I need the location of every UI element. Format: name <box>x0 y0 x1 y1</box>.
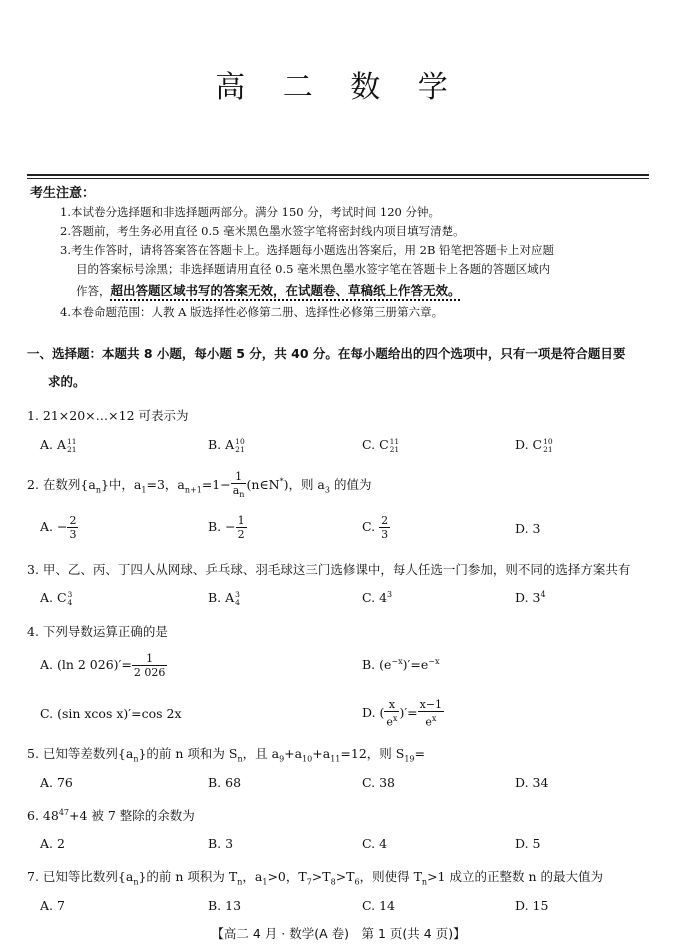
question-5-stem: 5. 已知等差数列$\{a_n\}$的前 n 项和为 $S_n$，且 $a_9+a_{10}+a_{11}=12$，则 $S_{19}=$ <box>27 746 425 764</box>
question-4-stem: 4. 下列导数运算正确的是 <box>27 624 168 639</box>
question-7-stem: 7. 已知等比数列$\{a_n\}$的前 n 项积为 $T_n$，$a_1>0$，$T_7>T_8>T_6$，则使得 $T_n>1$ 成立的正整数 n 的最大值为 <box>27 869 603 887</box>
question-4-option-a: A. (ln 2 026)′= $\frac{1}{2 026}$ <box>40 652 166 679</box>
header-rule-thin <box>27 178 649 179</box>
section-heading-line2: 求的。 <box>48 374 86 389</box>
question-5-option-c: C. 38 <box>362 775 395 790</box>
notice-item-3-cont: 目的答案标号涂黑；非选择题请用直径 0.5 毫米黑色墨水签字笔在答题卡上各题的答题区域内 <box>76 262 551 276</box>
question-1-option-b: B. A 10 21 <box>208 436 245 454</box>
question-7-option-d: D. 15 <box>515 898 549 913</box>
question-7-option-a: A. 7 <box>40 898 65 913</box>
question-6-option-d: D. 5 <box>515 836 541 851</box>
page-footer: 【高二 4 月 · 数学(A 卷) 第 1 页(共 4 页)】 <box>211 926 466 941</box>
question-5-option-a: A. 76 <box>40 775 73 790</box>
question-5-option-b: B. 68 <box>208 775 242 790</box>
notice-item-3: 3.考生作答时，请将答案答在答题卡上。选择题每小题选出答案后，用 2B 铅笔把答题卡上对应题 <box>60 243 555 257</box>
question-6-option-a: A. 2 <box>40 836 65 851</box>
header-rule-thick <box>27 174 649 176</box>
question-2-option-b: B. − $\frac{1}{2}$ <box>208 514 245 541</box>
notice-item-2: 2.答题前，考生务必用直径 0.5 毫米黑色墨水签字笔将密封线内项目填写清楚。 <box>60 224 465 238</box>
question-2-stem: 2. 在数列$\{a_n\}$中，$a_1=3$，$a_{n+1}=1-$ $\frac{1}{a_n}$ (n∈N*)，则 $a_3$ 的值为 <box>27 470 372 500</box>
question-2-option-a: A. − $\frac{2}{3}$ <box>40 514 77 541</box>
question-3-option-b: B. A 3 4 <box>208 589 240 607</box>
section-heading-line1: 一、选择题：本题共 8 小题，每小题 5 分，共 40 分。在每小题给出的四个选项中，只有一项是符合题目要 <box>27 346 626 361</box>
question-7-option-c: C. 14 <box>362 898 395 913</box>
question-6-option-b: B. 3 <box>208 836 234 851</box>
notice-warning: 超出答题区域书写的答案无效，在试题卷、草稿纸上作答无效。 <box>110 283 461 298</box>
question-4-option-b: B. $(e^{-x})'=e^{-x}$ <box>362 657 440 673</box>
question-7-option-b: B. 13 <box>208 898 242 913</box>
question-4-option-c: C. (sin xcos x)′=cos 2x <box>40 706 182 721</box>
question-1-stem: 1. 21×20×…×12 可表示为 <box>27 408 189 423</box>
notice-item-4: 4.本卷命题范围：人教 A 版选择性必修第二册、选择性必修第三册第六章。 <box>60 305 444 319</box>
notice-item-3-end <box>76 281 652 301</box>
question-2-option-d: D. 3 <box>515 521 541 536</box>
question-3-option-d: D. $3^4$ <box>515 590 546 606</box>
question-3-option-a: A. C 3 4 <box>40 589 73 607</box>
question-4-option-d: D. ( $\frac{x}{e^x}$ )′= $\frac{x-1}{e^x}$ <box>362 698 443 729</box>
question-2-option-c: C. $\frac{2}{3}$ <box>362 514 389 541</box>
notice-item-1: 1.本试卷分选择题和非选择题两部分。满分 150 分，考试时间 120 分钟。 <box>60 205 440 219</box>
question-6-option-c: C. 4 <box>362 836 388 851</box>
question-3-option-c: C. $4^3$ <box>362 590 393 606</box>
notice-heading: 考生注意： <box>30 186 96 201</box>
notice-item-3-end-text: 作答， <box>76 284 111 298</box>
question-6-stem: 6. $48^{47}+4$ 被 7 整除的余数为 <box>27 807 195 823</box>
question-5-option-d: D. 34 <box>515 775 549 790</box>
page-title: 高 二 数 学 <box>215 70 462 105</box>
question-1-option-c: C. C 11 21 <box>362 436 400 454</box>
question-3-stem: 3. 甲、乙、丙、丁四人从网球、乒乓球、羽毛球这三门选修课中，每人任选一门参加，则不同的选择方案共有 <box>27 562 631 577</box>
question-1-option-d: D. C 10 21 <box>515 436 553 454</box>
question-1-option-a: A. A 11 21 <box>40 436 77 454</box>
